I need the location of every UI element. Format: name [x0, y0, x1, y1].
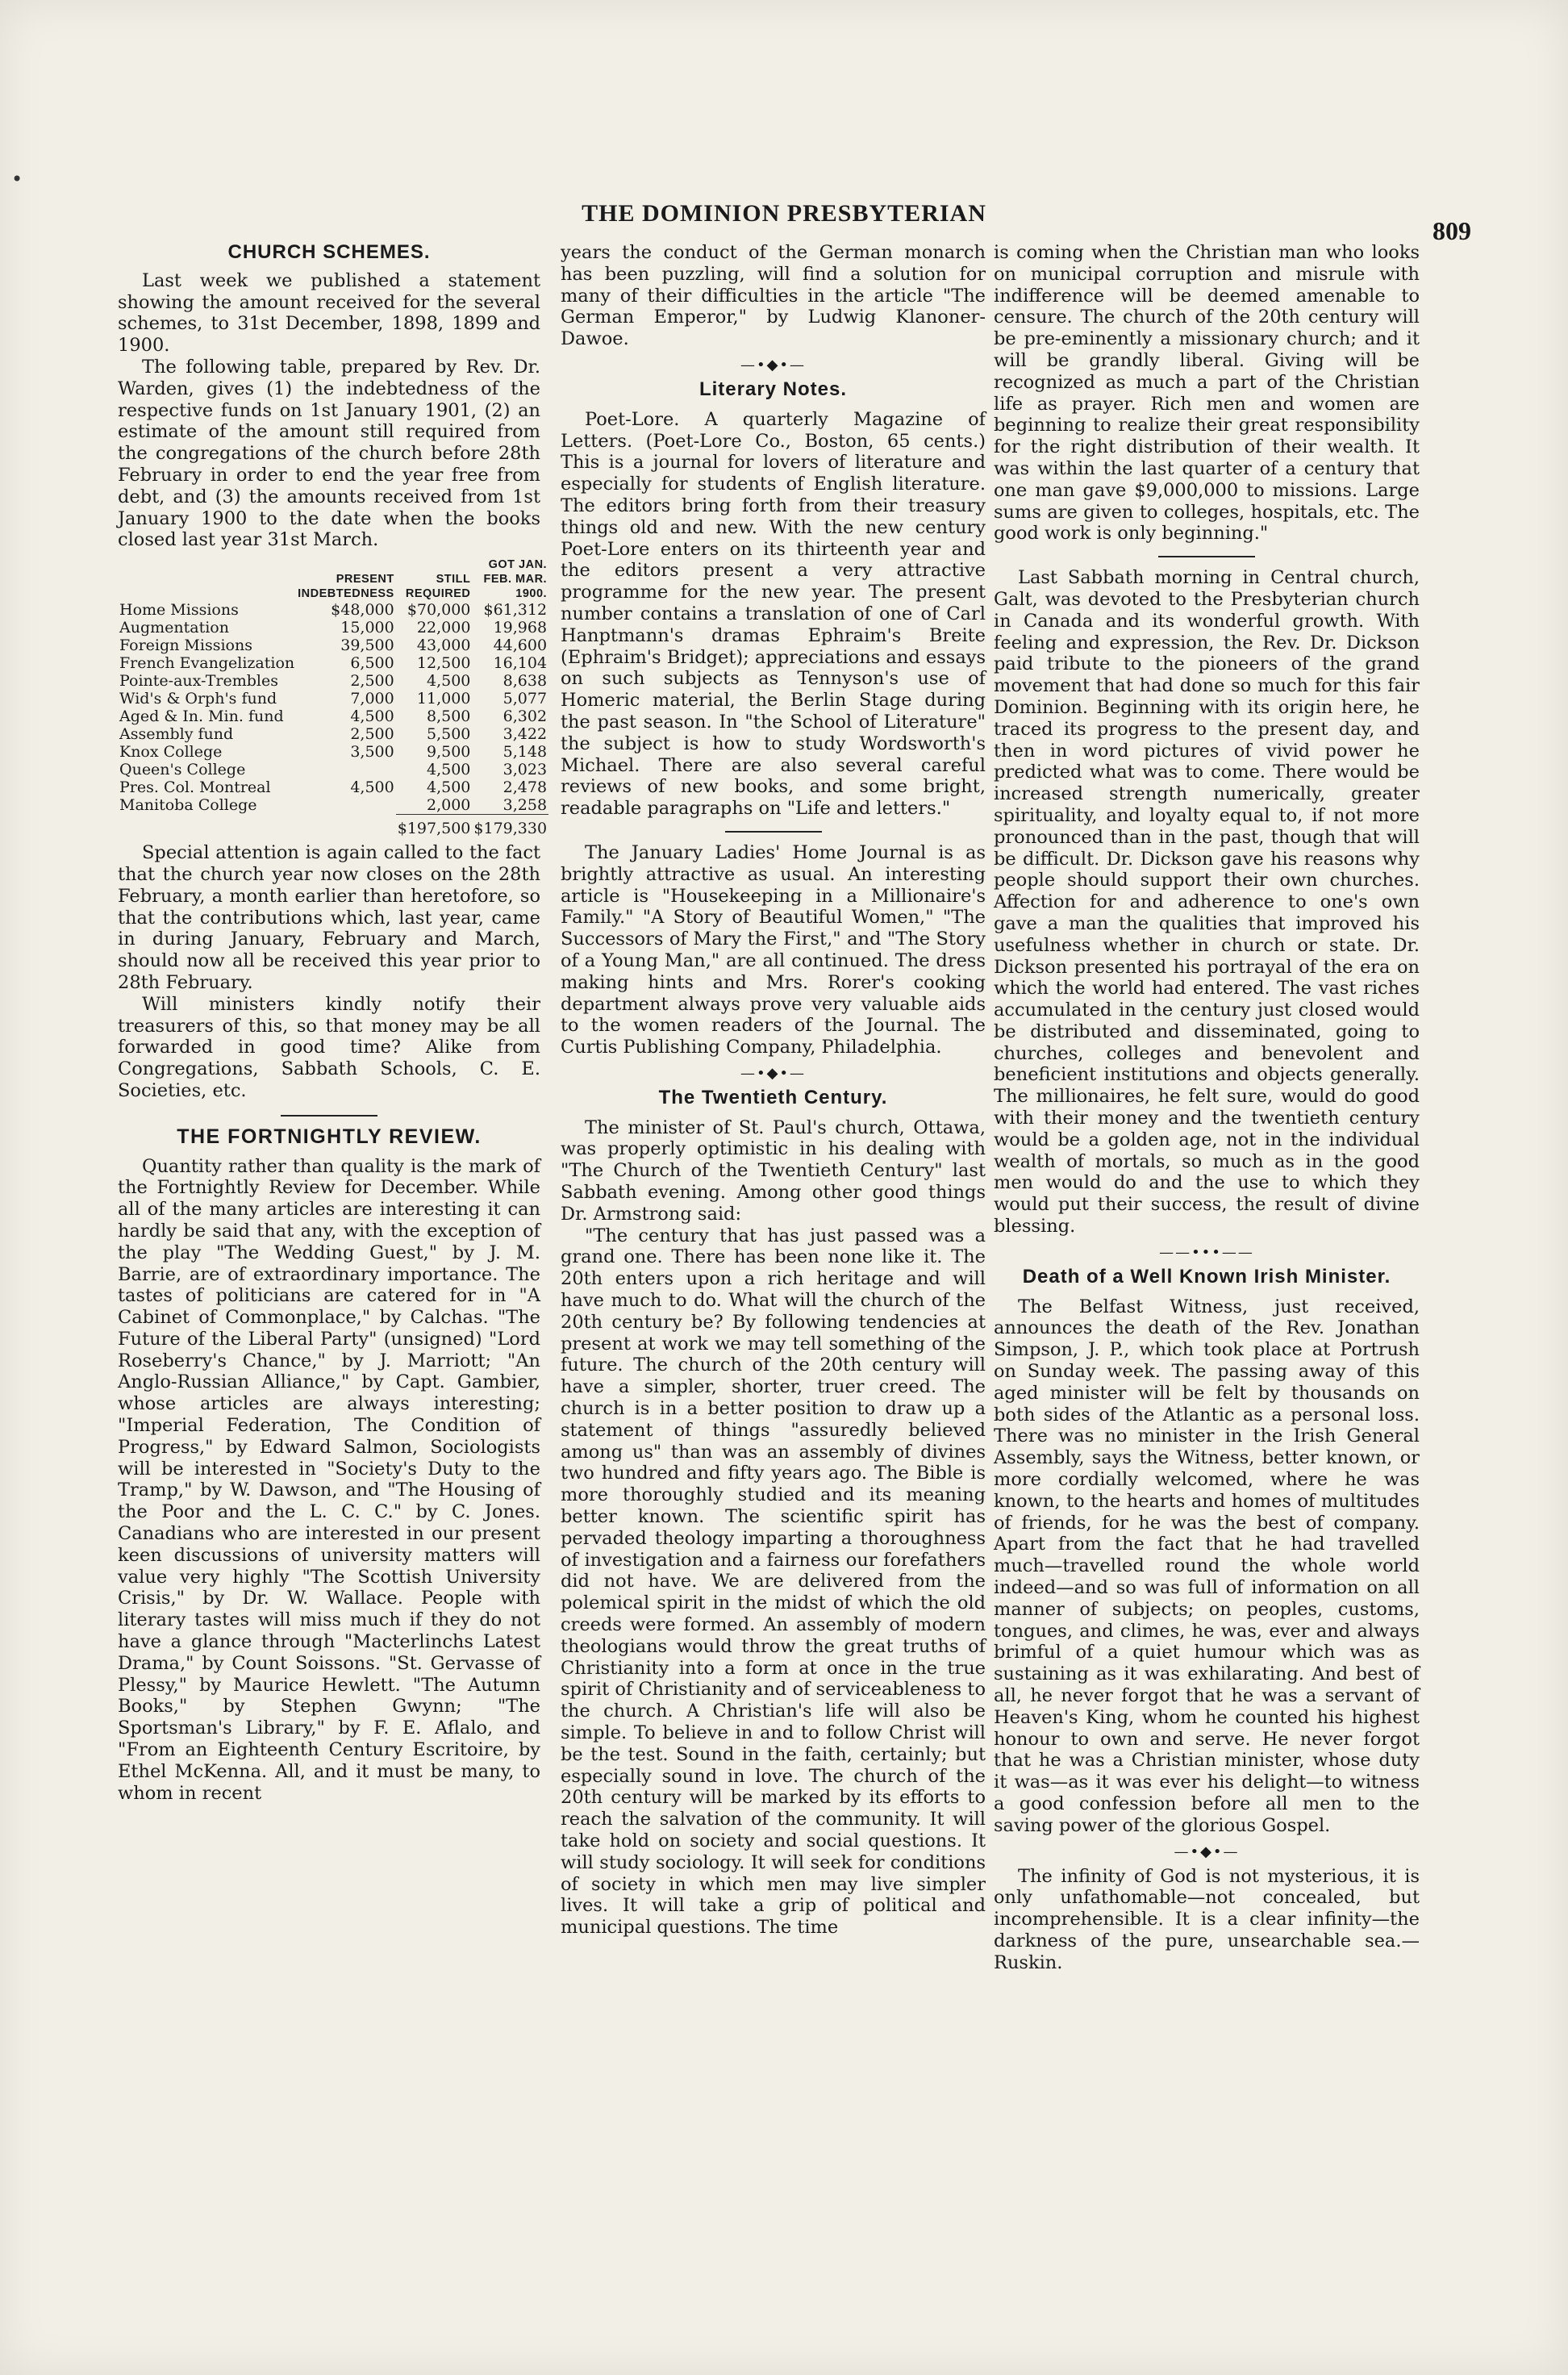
- fortnightly-para: Quantity rather than quality is the mark of the Fortnightly Review for December. While all of the many articles are interesting it can hardly be said that any, with the exception of the play "The Wedding Guest," by J. M. Barrie, are of extraordinary importance. The tastes of politicians are catered for in "A Cabinet of Commonplace," by Calchas. "The Future of the Liberal Party" (unsigned) "Lord Roseberry's Chance," by J. Marriott; "An Anglo-Russian Alliance," by Capt. Gambier, whose articles are always interesting; "Imperial Federation, The Condition of Progress," by Edward Salmon, Sociologists will be interested in "Society's Duty to the Tramp," by W. Dawson, and "The Housing of the Poor and the L. C. C." by C. Jones. Canadians who are interested in our present keen discussions of university matters will value very highly "The Scottish University Crisis," by Dr. W. Wallace. People with literary tastes will miss much if they do not have a glance through "Macterlinchs Latest Drama," by Count Soissons. "St. Gervasse of Plessy," by Maurice Hewlett. "The Autumn Books," by Stephen Gwynn; "The Sportsman's Library," by F. E. Aflalo, and "From an Eighteenth Century Escritoire, by Ethel McKenna. All, and it must be many, to whom in recent: [118, 1155, 540, 1804]
- fund-amount: 2,000: [427, 796, 471, 815]
- table-row: [118, 796, 548, 815]
- church-schemes-para-4: Will ministers kindly notify their treasurers of this, so that money may be all forwarded in good time? Alike from Congregations, Sabbath Schools, C. E. Societies, etc.: [118, 993, 540, 1101]
- church-schemes-para-2: The following table, prepared by Rev. Dr. Warden, gives (1) the indebtedness of the respective funds on 1st January 1901, (2) an estimate of the amount still required from the congregations of the church before 28th February in order to end the year free from debt, and (3) the amounts received from 1st January 1900 to the date when the books closed last year 31st March.: [118, 356, 540, 551]
- fund-amount: 39,500: [340, 637, 394, 655]
- table-totals-row: [118, 815, 548, 838]
- fund-amount: 19,968: [493, 619, 548, 637]
- fund-name: Pres. Col. Montreal: [119, 778, 271, 797]
- ornament-divider: ——•••——: [1159, 1243, 1254, 1261]
- table-row: [118, 743, 548, 761]
- page-mark: •: [11, 168, 23, 190]
- fund-name: Aged & In. Min. fund: [119, 707, 284, 726]
- fund-amount: 44,600: [493, 637, 548, 655]
- fund-amount: 4,500: [427, 778, 471, 797]
- ladies-home-journal-para: The January Ladies' Home Journal is as brightly attractive as usual. An interesting article is "Housekeeping in a Millionaire's Family." "A Story of Beautiful Women," "The Successors of Mary the First," and "The Story of a Young Man," are all continued. The dress making hints and Mrs. Rorer's cooking department always prove very valuable aids to the women readers of the Journal. The Curtis Publishing Company, Philadelphia.: [561, 841, 986, 1058]
- death-irish-minister-heading: Death of a Well Known Irish Minister.: [1022, 1265, 1391, 1288]
- table-row: [118, 654, 548, 672]
- funds-table-header: [118, 557, 548, 601]
- table-row: [118, 707, 548, 725]
- church-schemes-heading: CHURCH SCHEMES.: [227, 241, 431, 263]
- table-row: [118, 690, 548, 707]
- fund-amount: 4,500: [427, 672, 471, 691]
- funds-col-header: [118, 557, 296, 601]
- fund-amount: $48,000: [331, 601, 394, 620]
- fund-amount: 2,500: [350, 725, 394, 744]
- fund-amount: 43,000: [416, 637, 471, 655]
- fund-amount: 8,638: [503, 672, 548, 691]
- fund-name: Manitoba College: [119, 796, 257, 815]
- fund-name: French Evangelization: [119, 654, 295, 673]
- fund-amount: 4,500: [427, 761, 471, 779]
- funds-col-header: STILL REQUIRED: [405, 573, 471, 601]
- fund-name: Wid's & Orph's fund: [119, 690, 277, 708]
- table-row: [118, 672, 548, 690]
- section-divider: [281, 1115, 377, 1117]
- fund-amount: 5,500: [427, 725, 471, 744]
- fund-amount: 4,500: [350, 707, 394, 726]
- fund-amount: [296, 761, 396, 778]
- fund-name: Foreign Missions: [119, 637, 252, 655]
- fund-amount: 3,422: [503, 725, 548, 744]
- twentieth-century-carryover: is coming when the Christian man who looks on municipal corruption and misrule with indifference will be deemed amenable to censure. The church of the 20th century will be pre-eminently a missionary church; and it will be grandly liberal. Giving will be recognized as much a part of the Christian life as prayer. Rich men and women are beginning to realize their great responsibility for the right distribution of their wealth. It was within the last quarter of a century that one man gave $9,000,000 to missions. Large sums are given to colleges, hospitals, etc. The good work is only beginning.": [994, 242, 1420, 545]
- fund-name: Queen's College: [119, 761, 246, 779]
- ornament-divider: —•◆•—: [740, 1064, 807, 1082]
- ornament-divider: —•◆•—: [740, 356, 807, 374]
- fund-amount: 6,500: [350, 654, 394, 673]
- running-title: THE DOMINION PRESBYTERIAN: [582, 200, 986, 227]
- page-number: 809: [1432, 216, 1471, 245]
- fund-name: Assembly fund: [119, 725, 234, 744]
- table-row: [118, 601, 548, 619]
- table-row: [118, 725, 548, 743]
- literary-notes-heading: Literary Notes.: [699, 378, 848, 400]
- fund-amount: 3,500: [350, 743, 394, 762]
- twentieth-century-intro: The minister of St. Paul's church, Ottawa, was properly optimistic in his dealing with "The Church of the Twentieth Century" last Sabbath evening. Among other good things Dr. Armstrong said:: [561, 1117, 986, 1225]
- church-schemes-para-3: Special attention is again called to the fact that the church year now closes on the 28th February, a month earlier than heretofore, so that the contributions which, last year, came in during January, February and March, should now all be received this year prior to 28th February.: [118, 842, 540, 993]
- fund-amount: 11,000: [416, 690, 471, 708]
- table-row: [118, 619, 548, 637]
- fund-name: Pointe-aux-Trembles: [119, 672, 279, 691]
- fund-amount: 2,500: [350, 672, 394, 691]
- twentieth-century-quote: "The century that has just passed was a grand one. There has been none like it. The 20th enters upon a rich heritage and will have much to do. What will the church of the 20th century be? By following tendencies at present at work we may tell something of the future. The church of the 20th century will have a simpler, shorter, truer creed. The church is in a better position to draw up a statement of things "assuredly believed among us" than was an assembly of divines two hundred and fifty years ago. The Bible is more thoroughly studied and its meaning better known. The scientific spirit has pervaded theology imparting a thoroughness of investigation and a fairness our forefathers did not have. We are delivered from the polemical spirit in the midst of which the old creeds were formed. An assembly of modern theologians would throw the great truths of Christianity into a form at once in the true spirit of Christianity and of serviceableness to the church. A Christian's life will also be simple. To believe in and to follow Christ will be the test. Sound in the faith, certainly; but especially sound in love. The church of the 20th century will be marked by its efforts to reach the salvation of the community. It will take hold on society and social questions. It will study sociology. It will seek for conditions of society in which men may live simpler lives. It will take a grip of political and municipal questions. The time: [561, 1225, 986, 1939]
- funds-table: [118, 557, 548, 837]
- fund-amount: $70,000: [407, 601, 471, 620]
- fund-amount: 2,478: [503, 778, 548, 797]
- column-middle: [561, 242, 986, 1939]
- section-divider: [1158, 556, 1255, 557]
- fund-amount: 5,148: [503, 743, 548, 762]
- fund-amount: 16,104: [493, 654, 548, 673]
- fund-amount: $61,312: [483, 601, 548, 620]
- death-irish-minister-para: The Belfast Witness, just received, announces the death of the Rev. Jonathan Simpson, J. P., which took place at Portrush on Sunday week. The passing away of this aged minister will be felt by thousands on both sides of the Atlantic as a personal loss. There was no minister in the Irish General Assembly, says the Witness, better known, or more cordially welcomed, where he was known, to the hearts and homes of multitudes of friends, for he was the best of company. Apart from the fact that he had travelled much—travelled round the whole world indeed—and so was full of information on all manner of subjects; on peoples, customs, tongues, and climes, he was, ever and always brimful of a quiet humour which was as sustaining as it was exhilarating. And best of all, he never forgot that he was a servant of Heaven's King, whom he counted his highest honour to own and serve. He never forgot that he was a Christian minister, whose duty it was—as it was ever his delight—to witness a good confession before all men to the saving power of the glorious Gospel.: [994, 1296, 1420, 1836]
- total-amount: [118, 815, 296, 838]
- total-amount: $197,500: [396, 815, 473, 838]
- fortnightly-heading: THE FORTNIGHTLY REVIEW.: [177, 1125, 482, 1148]
- fund-name: Augmentation: [119, 619, 229, 637]
- table-row: [118, 637, 548, 654]
- column-left: [118, 241, 548, 1804]
- section-divider: [725, 831, 822, 833]
- fund-amount: 5,077: [503, 690, 548, 708]
- fund-amount: 6,302: [503, 707, 548, 726]
- fund-amount: 3,023: [503, 761, 548, 779]
- fund-name: Knox College: [119, 743, 223, 762]
- funds-col-header: GOT JAN. FEB. MAR. 1900.: [483, 558, 548, 601]
- fund-amount: 8,500: [427, 707, 471, 726]
- twentieth-century-heading: The Twentieth Century.: [658, 1086, 888, 1108]
- funds-col-header: PRESENT INDEBTEDNESS: [298, 573, 394, 601]
- total-amount: $179,330: [472, 815, 548, 838]
- fund-name: Home Missions: [119, 601, 239, 620]
- fund-amount: 7,000: [350, 690, 394, 708]
- fund-amount: 3,258: [503, 796, 548, 815]
- table-row: [118, 778, 548, 796]
- german-emperor-carryover: years the conduct of the German monarch has been puzzling, will find a solution for many of their difficulties in the article "The German Emperor," by Ludwig Klanoner-Dawoe.: [561, 242, 986, 350]
- galt-sermon-para: Last Sabbath morning in Central church, Galt, was devoted to the Presbyterian church in Canada and its wonderful growth. With feeling and expression, the Rev. Dr. Dickson paid tribute to the pioneers of the grand movement that had done so much for this fair Dominion. Beginning with its origin here, he traced its progress to the present day, and then in word pictures of vivid power he predicted what was to come. There would be increased strength numerically, greater spirituality, and loyalty equal to, if not more pronounced than in the past, though that will be difficult. Dr. Dickson gave his reasons why people should support their own churches. Affection for and adherence to one's own gave a man the qualities that improved his usefulness whether in church or state. Dr. Dickson presented his portrayal of the era on which the world had entered. The vast riches accumulated in the century just closed would be distributed and disseminated, going to churches, colleges and benevolent and beneficient institutions and objects generally. The millionaires, he felt sure, would do good with their money and the twentieth century would be a golden age, not in the individual wealth of mortals, so much as in the good men would do and the use to which they would put their success, the result of divine blessing.: [994, 567, 1420, 1238]
- fund-amount: 15,000: [340, 619, 394, 637]
- poet-lore-para: Poet-Lore. A quarterly Magazine of Letters. (Poet-Lore Co., Boston, 65 cents.) This is a journal for lovers of literature and especially for students of English literature. The editors bring forth from their treasury things old and new. With the new century Poet-Lore enters on its thirteenth year and the editors present a very attractive programme for the new year. The present number contains a translation of one of Carl Hanptmann's dramas Ephraim's Breite (Ephraim's Bridget); appreciations and essays on such subjects as Tennyson's use of Homeric material, the Berlin Stage during the past season. In "the School of Literature" the subject is how to study Wordsworth's Michael. There are also several careful reviews of new books, and some bright, readable paragraphs on "Life and letters.": [561, 408, 986, 820]
- fund-amount: 9,500: [427, 743, 471, 762]
- fund-amount: 22,000: [416, 619, 471, 637]
- fund-amount: [296, 796, 396, 815]
- fund-amount: 12,500: [416, 654, 471, 673]
- funds-table-body: [118, 601, 548, 837]
- column-right: [994, 242, 1420, 1974]
- church-schemes-para-1: Last week we published a statement showing the amount received for the several schemes, to 31st December, 1898, 1899 and 1900.: [118, 269, 540, 357]
- ornament-divider: —•◆•—: [1174, 1843, 1240, 1860]
- ruskin-quote: The infinity of God is not mysterious, it is only unfathomable—not concealed, but incomprehensible. It is a clear infinity—the darkness of the pure, unsearchable sea.—Ruskin.: [994, 1865, 1420, 1973]
- fund-amount: 4,500: [350, 778, 394, 797]
- table-row: [118, 761, 548, 778]
- total-amount: [296, 815, 396, 838]
